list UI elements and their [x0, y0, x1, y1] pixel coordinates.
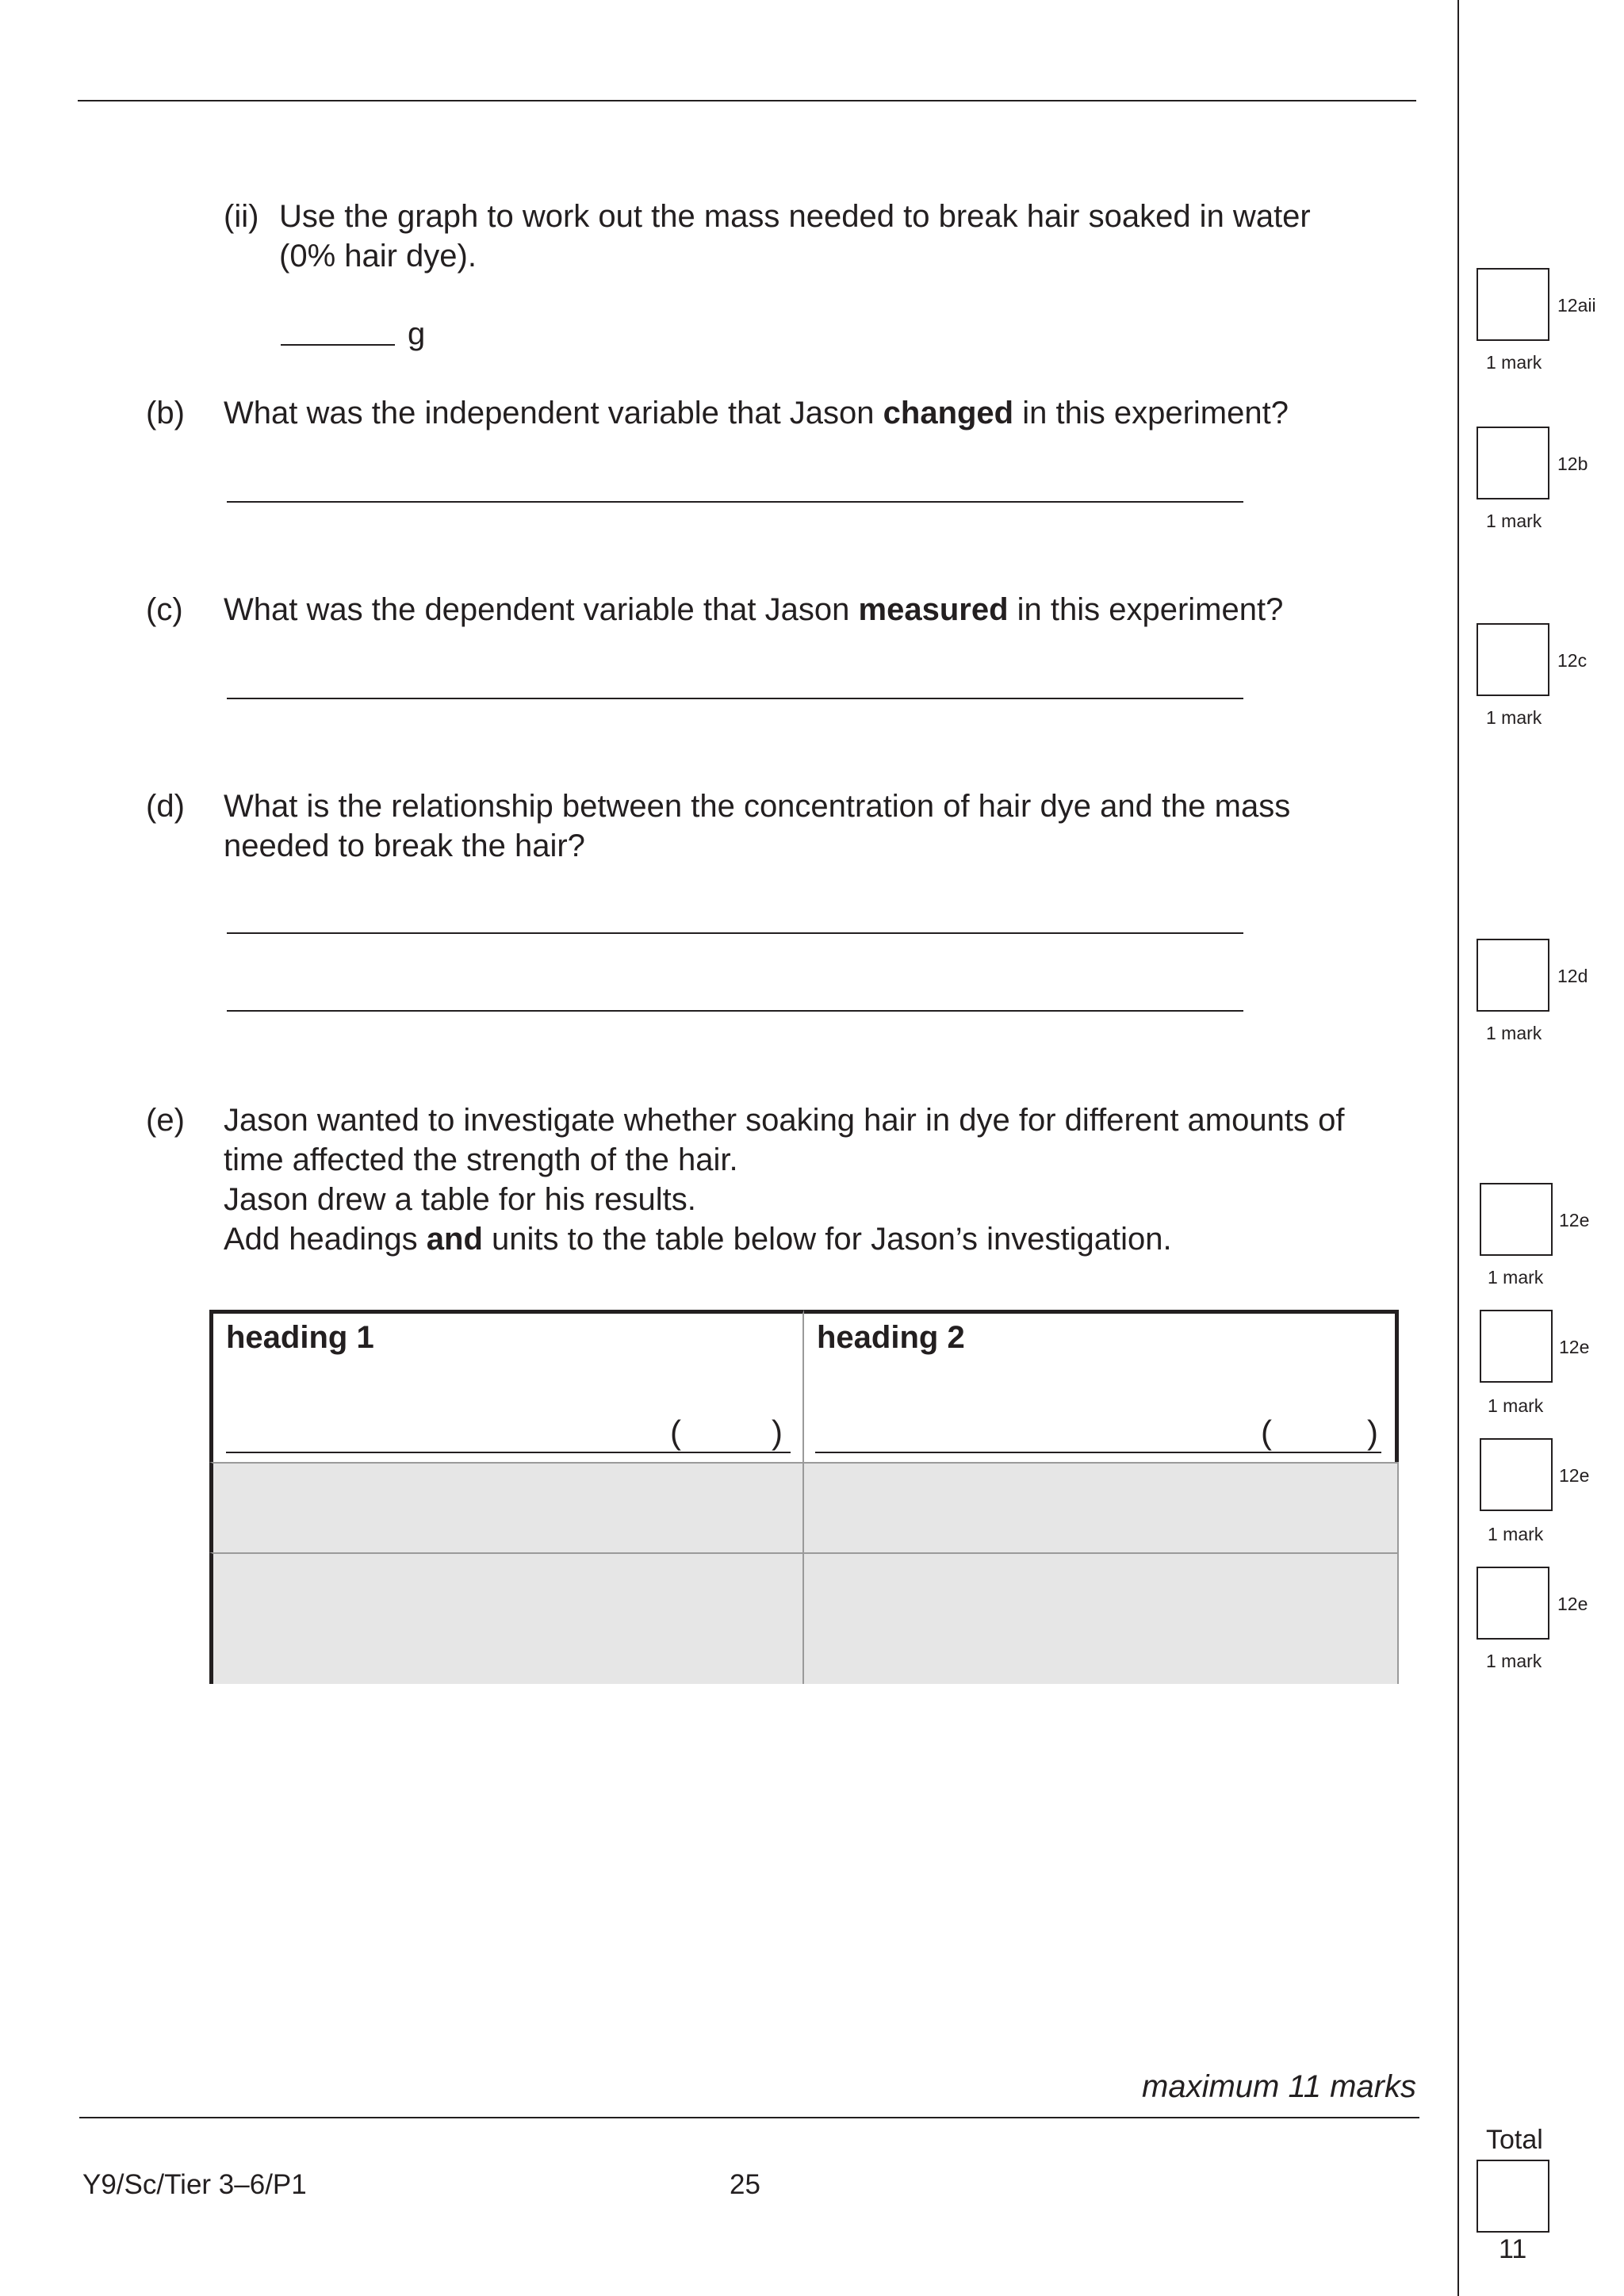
question-b-text-post: in this experiment?: [1013, 396, 1289, 430]
mark-code-2: 12b: [1557, 453, 1588, 474]
mark-box-7[interactable]: [1480, 1438, 1553, 1511]
answer-line-c[interactable]: [227, 698, 1243, 699]
table-row-1-cell-2: [804, 1462, 1399, 1552]
question-c-text: [224, 590, 1283, 629]
question-d-text-line2: needed to break the hair?: [224, 828, 585, 863]
mark-label-8: 1 mark: [1486, 1651, 1542, 1671]
total-box[interactable]: [1477, 2160, 1549, 2233]
table-heading-2: heading 2: [817, 1320, 965, 1355]
answer-line-d-2[interactable]: [227, 1010, 1243, 1012]
question-e-text-line4-post: units to the table below for Jason’s investigation.: [482, 1222, 1172, 1257]
heading-1-unit-close-paren: ): [772, 1414, 783, 1451]
mark-label-1: 1 mark: [1486, 352, 1542, 373]
question-e-text-line4-bold: and: [426, 1222, 483, 1257]
table-header-cell-1: [209, 1310, 804, 1462]
heading-1-answer-line[interactable]: [226, 1452, 791, 1453]
total-value: 11: [1499, 2234, 1527, 2264]
question-e-label: (e): [146, 1103, 185, 1138]
question-e-text-line2: time affected the strength of the hair.: [224, 1142, 738, 1177]
table-row-1-cell-1: [209, 1462, 804, 1552]
mark-label-6: 1 mark: [1488, 1395, 1544, 1416]
top-rule: [78, 100, 1416, 101]
mark-code-8: 12e: [1557, 1594, 1588, 1614]
mark-label-4: 1 mark: [1486, 1023, 1542, 1043]
question-e-text-line4-pre: Add headings: [224, 1222, 427, 1257]
mark-box-4[interactable]: [1477, 939, 1549, 1012]
mark-code-1: 12aii: [1557, 295, 1596, 316]
mark-box-3[interactable]: [1477, 623, 1549, 696]
heading-2-answer-line[interactable]: [815, 1452, 1381, 1453]
mark-box-2[interactable]: [1477, 427, 1549, 499]
question-a-ii-text-line2: (0% hair dye).: [279, 239, 477, 274]
question-e-text-line4: [224, 1219, 1172, 1259]
table-row-2-cell-2: [804, 1552, 1399, 1684]
question-e-text-line1: Jason wanted to investigate whether soaking hair in dye for different amounts of: [224, 1103, 1345, 1138]
maximum-marks: maximum 11 marks: [1142, 2069, 1416, 2104]
question-c-text-pre: What was the dependent variable that Jason: [224, 592, 859, 627]
answer-line-d-1[interactable]: [227, 932, 1243, 934]
mark-label-3: 1 mark: [1486, 707, 1542, 728]
heading-1-unit-open-paren: (: [670, 1414, 681, 1451]
unit-grams: g: [408, 316, 426, 351]
results-table: [209, 1310, 1399, 1684]
mark-code-3: 12c: [1557, 650, 1588, 671]
question-b-text: [224, 393, 1289, 433]
question-b-label: (b): [146, 396, 185, 430]
mark-box-5[interactable]: [1480, 1183, 1553, 1256]
question-c-text-bold: measured: [858, 592, 1009, 627]
question-a-ii-number: (ii): [224, 199, 259, 234]
paper-code: Y9/Sc/Tier 3–6/P1: [82, 2169, 307, 2200]
margin-rule: [1457, 0, 1459, 2296]
mark-code-7: 12e: [1559, 1465, 1590, 1486]
answer-line-b[interactable]: [227, 501, 1243, 503]
question-d-text-line1: What is the relationship between the concentration of hair dye and the mass: [224, 789, 1291, 824]
question-c-text-post: in this experiment?: [1008, 592, 1284, 627]
table-row-2-cell-1: [209, 1552, 804, 1684]
mark-box-6[interactable]: [1480, 1310, 1553, 1383]
question-c-label: (c): [146, 592, 183, 627]
answer-line-a-ii[interactable]: [281, 344, 395, 346]
table-header-cell-2: [804, 1310, 1399, 1462]
mark-label-2: 1 mark: [1486, 511, 1542, 531]
question-b-text-bold: changed: [883, 396, 1014, 430]
question-a-ii-text-line1: Use the graph to work out the mass needed to break hair soaked in water: [279, 199, 1311, 234]
table-heading-1: heading 1: [226, 1320, 374, 1355]
total-label: Total: [1486, 2125, 1543, 2155]
mark-label-5: 1 mark: [1488, 1267, 1544, 1288]
footer-rule: [79, 2117, 1419, 2118]
mark-code-6: 12e: [1559, 1337, 1590, 1357]
page-number: 25: [730, 2169, 760, 2200]
mark-box-1[interactable]: [1477, 268, 1549, 341]
question-d-label: (d): [146, 789, 185, 824]
heading-2-unit-close-paren: ): [1367, 1414, 1378, 1451]
mark-code-4: 12d: [1557, 966, 1588, 986]
mark-label-7: 1 mark: [1488, 1524, 1544, 1544]
heading-2-unit-open-paren: (: [1261, 1414, 1272, 1451]
question-b-text-pre: What was the independent variable that Jason: [224, 396, 883, 430]
mark-code-5: 12e: [1559, 1210, 1590, 1230]
question-e-text-line3: Jason drew a table for his results.: [224, 1182, 696, 1217]
mark-box-8[interactable]: [1477, 1567, 1549, 1640]
